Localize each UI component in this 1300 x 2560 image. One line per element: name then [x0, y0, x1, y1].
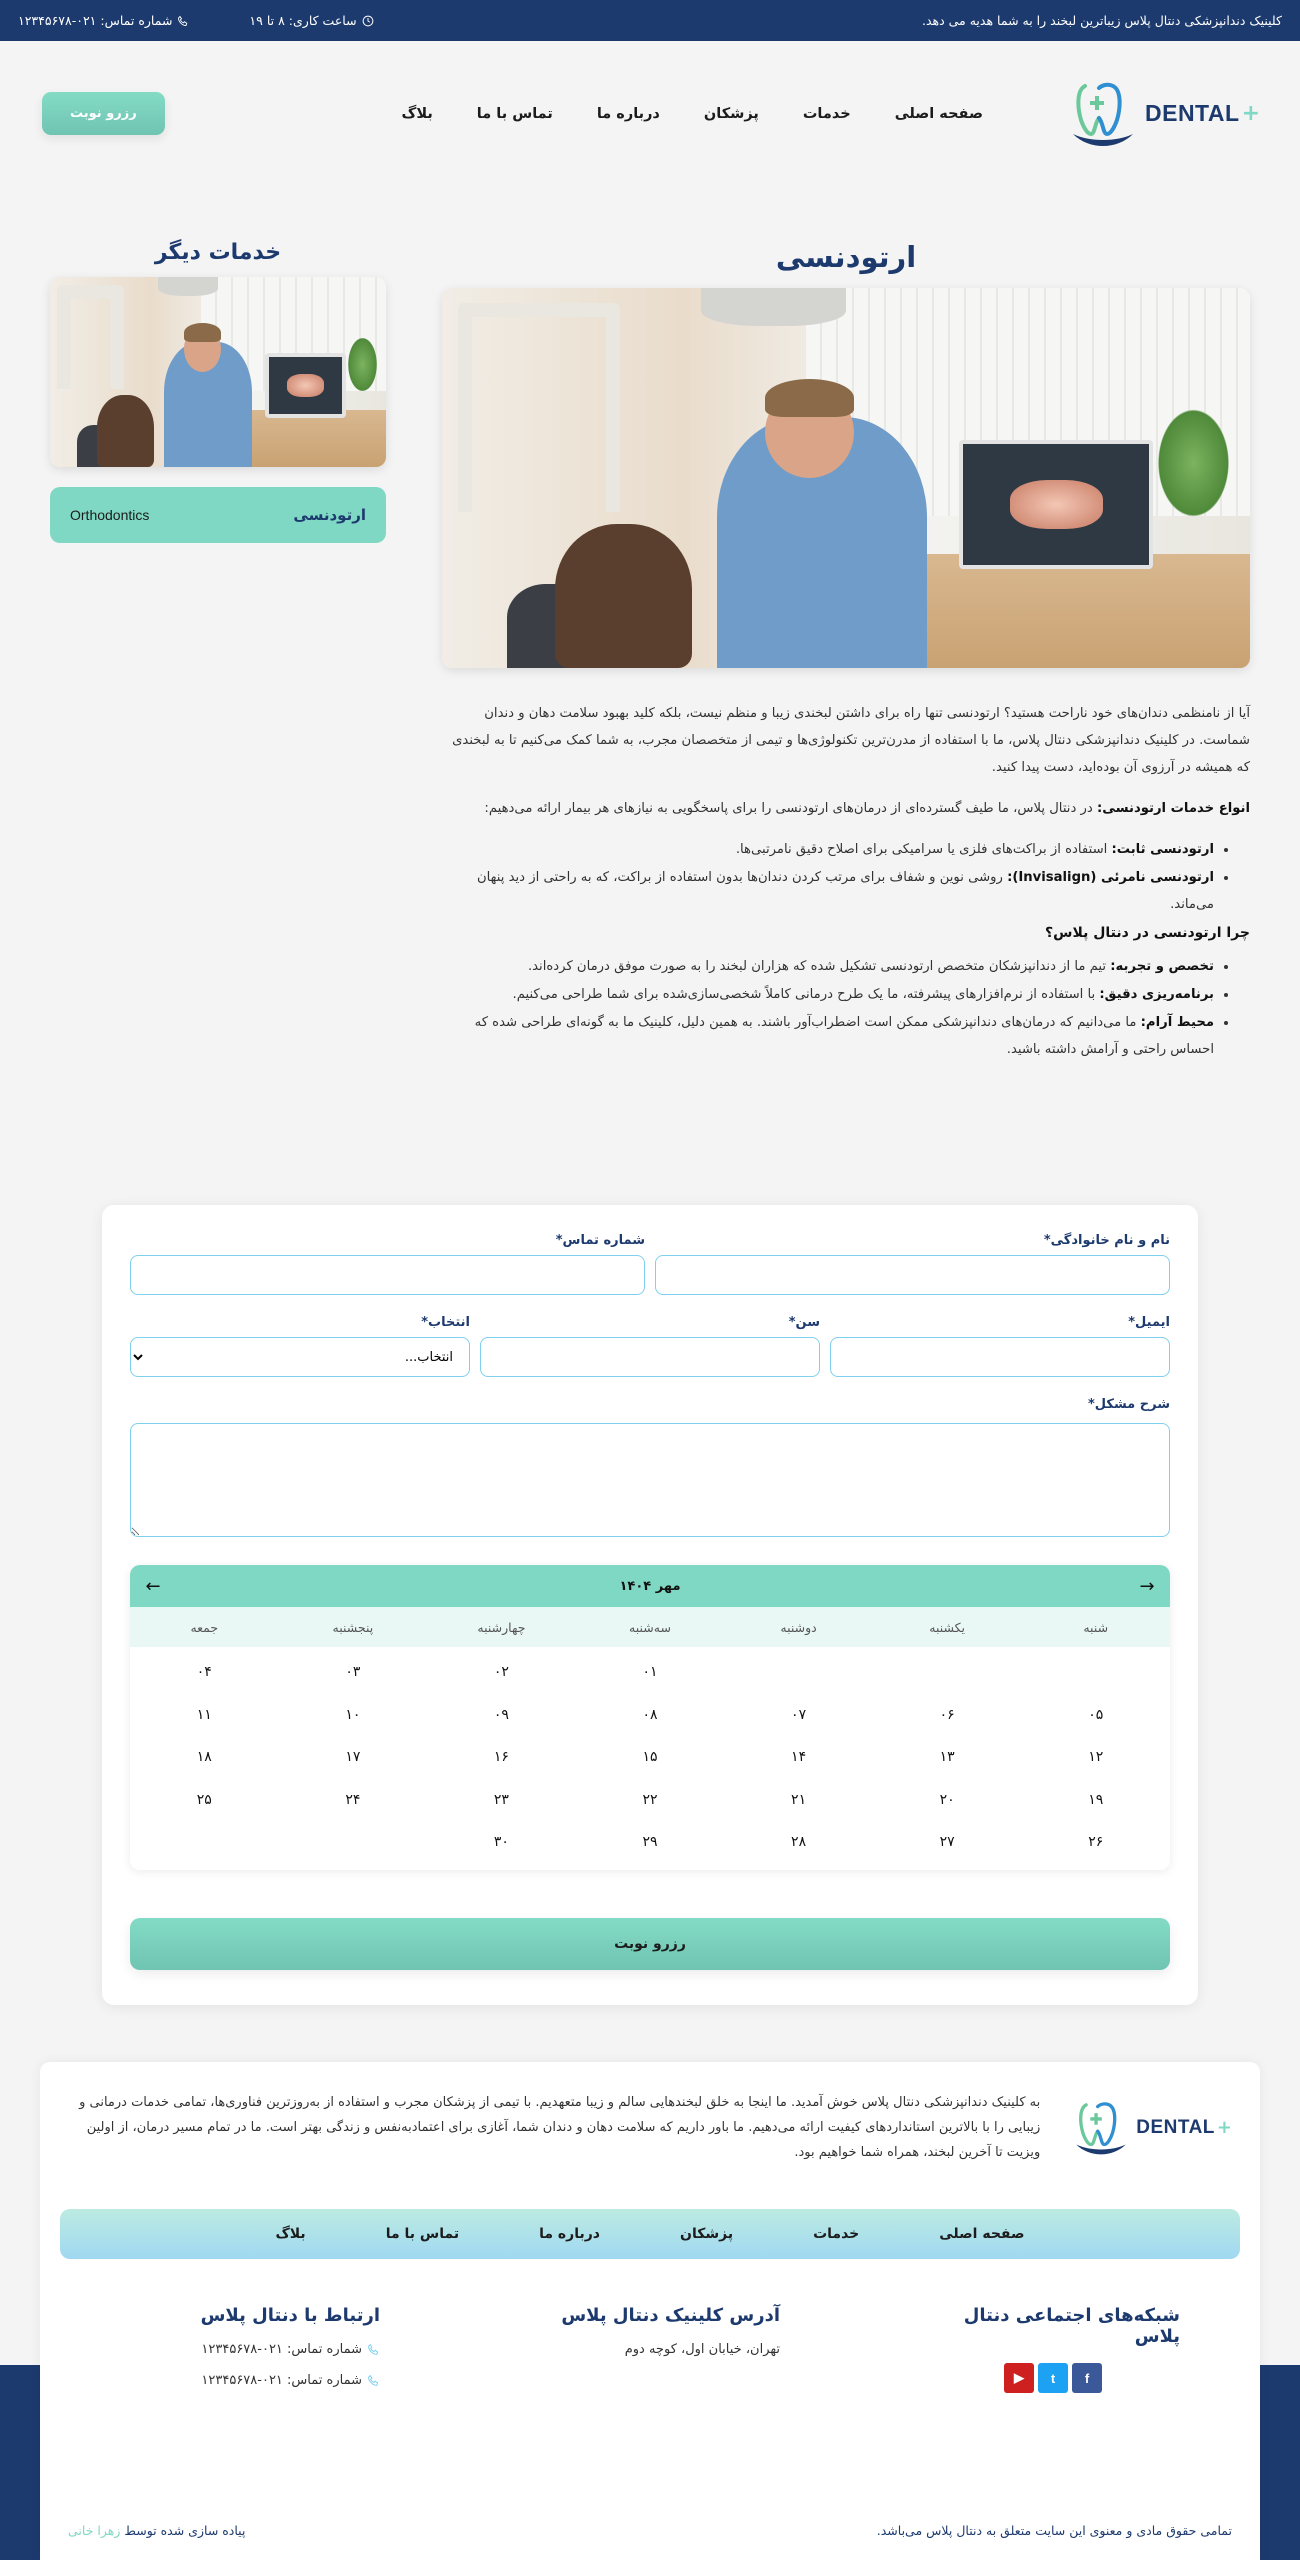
- email-input[interactable]: [830, 1337, 1170, 1377]
- calendar-day[interactable]: ۲۴: [345, 1791, 361, 1808]
- social-links: [920, 2363, 1102, 2393]
- sidebar-title: خدمات دیگر: [154, 240, 282, 265]
- youtube-icon[interactable]: ▶: [1004, 2363, 1034, 2393]
- site-header: [0, 41, 1300, 186]
- logo-word: DENTAL: [1136, 2116, 1215, 2138]
- weekday-label: جمعه: [190, 1619, 219, 1635]
- calendar-day[interactable]: ۱۷: [345, 1749, 361, 1765]
- phone-icon: [367, 2343, 380, 2356]
- calendar-empty-cell: [873, 1651, 1022, 1694]
- calendar-day[interactable]: ۰۶: [939, 1706, 955, 1723]
- nav-doctors[interactable]: پزشکان: [703, 105, 759, 122]
- list-item: • برنامه‌ریزی دقیق: با استفاده از نرم‌افزارهای پیشرفته، ما یک طرح درمانی کاملاً شخصی‌سازی‌شده برای شما طراحی می‌کنیم.: [442, 981, 1214, 1008]
- weekday-label: یکشنبه: [929, 1619, 966, 1635]
- why-heading: چرا ارتودنسی در دنتال پلاس؟: [1045, 925, 1250, 941]
- twitter-icon[interactable]: t: [1038, 2363, 1068, 2393]
- calendar-empty-cell: [130, 1821, 279, 1864]
- calendar-day[interactable]: ۲۰: [939, 1791, 955, 1808]
- footer-nav-blog[interactable]: بلاگ: [275, 2226, 306, 2242]
- logo-word: DENTAL: [1145, 100, 1240, 126]
- types-paragraph: انواع خدمات ارتودنسی: در دنتال پلاس، ما طیف گسترده‌ای از درمان‌های ارتودنسی را برای پاسخگویی به نیازهای هر بیمار ارائه می‌دهیم:: [484, 801, 1250, 816]
- calendar-day[interactable]: ۰۳: [345, 1664, 361, 1680]
- calendar-empty-cell: [279, 1821, 428, 1864]
- tooth-logo-icon: [1063, 78, 1143, 150]
- weekday-label: چهارشنبه: [477, 1619, 526, 1635]
- calendar-day[interactable]: ۰۵: [1088, 1706, 1104, 1723]
- calendar-day[interactable]: ۳۰: [493, 1834, 509, 1850]
- logo-plus: +: [1241, 101, 1260, 126]
- logo-plus: +: [1216, 2117, 1232, 2138]
- arrow-right-icon[interactable]: →: [1139, 1575, 1155, 1597]
- calendar-day[interactable]: ۲۹: [642, 1834, 658, 1850]
- footer-nav-about[interactable]: درباره ما: [539, 2226, 600, 2242]
- calendar-day[interactable]: ۰۴: [196, 1664, 212, 1680]
- address-heading: آدرس کلینیک دنتال پلاس: [561, 2305, 780, 2326]
- why-list: [442, 953, 1250, 1063]
- day-grid: [130, 1647, 1170, 1870]
- calendar-day[interactable]: ۱۲: [1088, 1749, 1104, 1765]
- service-select[interactable]: [130, 1337, 470, 1377]
- phone-icon: [177, 15, 189, 27]
- calendar-header: [130, 1565, 1170, 1607]
- main-nav: [165, 106, 983, 122]
- top-contacts: [18, 13, 374, 28]
- weekday-label: پنجشنبه: [332, 1619, 374, 1635]
- service-card-orthodontics[interactable]: [50, 487, 386, 543]
- copyright-text: تمامی حقوق مادی و معنوی این سایت متعلق به دنتال پلاس می‌باشد.: [876, 2523, 1232, 2538]
- calendar-day[interactable]: ۲۱: [791, 1791, 807, 1808]
- phone-label: شماره تماس*: [555, 1233, 645, 1248]
- top-phone[interactable]: شماره تماس: ۰۲۱-۱۲۳۴۵۶۷۸: [18, 13, 189, 28]
- footer-phone[interactable]: شماره تماس: ۰۲۱-۱۲۳۴۵۶۷۸: [120, 2373, 380, 2388]
- name-label: نام و نام خانوادگی*: [1043, 1233, 1170, 1248]
- description-label: شرح مشکل*: [1087, 1397, 1170, 1412]
- footer-about: [40, 2062, 1260, 2165]
- phone-input[interactable]: [130, 1255, 645, 1295]
- list-item: • ارتودنسی ثابت: استفاده از براکت‌های فلزی یا سرامیکی برای اصلاح دقیق نامرتبی‌ها.: [442, 836, 1214, 863]
- types-list: [442, 836, 1250, 918]
- footer-columns: [40, 2305, 1260, 2404]
- promo-text: کلینیک دندانپزشکی دنتال پلاس زیباترین لبخند را به شما هدیه می دهد.: [921, 13, 1282, 28]
- list-item: • محیط آرام: ما می‌دانیم که درمان‌های دندانپزشکی ممکن است اضطراب‌آور باشند. به همین دلیل، کلینیک ما به گونه‌ای طراحی شده که احساس راحتی و آرامش داشته باشید.: [442, 1009, 1214, 1063]
- tooth-logo-icon: [1068, 2098, 1134, 2158]
- footer-nav-home[interactable]: صفحه اصلی: [939, 2226, 1025, 2242]
- social-heading: شبکه‌های اجتماعی دنتال پلاس: [963, 2305, 1180, 2347]
- calendar-day[interactable]: ۲۶: [1088, 1834, 1104, 1850]
- arrow-left-icon[interactable]: ←: [145, 1575, 161, 1597]
- list-item: • تخصص و تجربه: تیم ما از دندانپزشکان متخصص ارتودنسی تشکیل شده که هزاران لبخند را به صورت موفق درمان کرده‌اند.: [442, 953, 1214, 980]
- appointment-form: [102, 1205, 1198, 2005]
- calendar-day[interactable]: ۲۳: [493, 1791, 509, 1808]
- working-hours: ساعت کاری: ۸ تا ۱۹: [249, 13, 373, 28]
- weekday-label: دوشنبه: [780, 1619, 817, 1635]
- service-thumbnail[interactable]: [50, 277, 386, 467]
- book-appointment-button[interactable]: رزرو نوبت: [42, 92, 165, 135]
- footer-contact-column: [120, 2305, 380, 2404]
- weekday-row: [130, 1607, 1170, 1647]
- service-card-title: ارتودنسی: [293, 506, 366, 524]
- age-label: سن*: [788, 1315, 820, 1330]
- clock-icon: [362, 15, 374, 27]
- age-input[interactable]: [480, 1337, 820, 1377]
- footer-logo[interactable]: [1068, 2098, 1232, 2158]
- footer-address-column: [520, 2305, 780, 2404]
- phone-icon: [367, 2374, 380, 2387]
- calendar-day[interactable]: ۱۴: [791, 1749, 807, 1765]
- address-text: تهران، خیابان اول، کوچه دوم: [624, 2342, 780, 2357]
- calendar-month: مهر ۱۴۰۴: [619, 1578, 681, 1594]
- nav-contact[interactable]: تماس با ما: [476, 105, 553, 122]
- calendar-empty-cell: [724, 1651, 873, 1694]
- footer-nav-services[interactable]: خدمات: [813, 2226, 860, 2242]
- service-article: [442, 240, 1250, 1065]
- submit-appointment-button[interactable]: رزرو نوبت: [130, 1918, 1170, 1970]
- calendar-day[interactable]: ۱۵: [642, 1749, 658, 1765]
- calendar-day[interactable]: ۱۱: [196, 1706, 212, 1723]
- name-input[interactable]: [655, 1255, 1170, 1295]
- other-services-sidebar: [50, 240, 386, 1065]
- calendar-day[interactable]: ۰۷: [791, 1706, 807, 1723]
- calendar-day[interactable]: ۱۳: [939, 1749, 955, 1765]
- author-link[interactable]: زهرا خانی: [68, 2523, 121, 2538]
- contact-heading: ارتباط با دنتال پلاس: [200, 2305, 380, 2326]
- date-picker: [130, 1565, 1170, 1870]
- nav-home[interactable]: صفحه اصلی: [894, 105, 983, 122]
- calendar-day[interactable]: ۱۸: [196, 1749, 212, 1765]
- footer-nav-doctors[interactable]: پزشکان: [680, 2226, 734, 2242]
- hero-image: [442, 288, 1250, 668]
- calendar-day[interactable]: ۰۲: [493, 1664, 509, 1680]
- email-label: ایمیل*: [1128, 1315, 1170, 1330]
- credit-text: پیاده سازی شده توسط زهرا خانی: [68, 2523, 246, 2538]
- logo[interactable]: [1063, 78, 1260, 150]
- calendar-day[interactable]: ۰۸: [642, 1706, 658, 1723]
- main-content: [0, 240, 1300, 1065]
- select-label: انتخاب*: [421, 1315, 470, 1330]
- footer-social-column: [920, 2305, 1180, 2404]
- calendar-empty-cell: [1021, 1651, 1170, 1694]
- footer-about-text: به کلینیک دندانپزشکی دنتال پلاس خوش آمدید. ما اینجا به خلق لبخندهایی سالم و زیبا متعهدیم. با تیمی از پزشکان مجرب و استفاده از به‌روزترین فناوری‌ها، تمامی خدمات درمانی و زیبایی را با بالاترین استانداردهای کیفیت ارائه می‌دهیم. ما باور داریم که سلامت دهان و دندان شما، آغازی برای اعتمادبه‌نفس و زندگی بهتر است. ما در تمام مسیر درمان، از اولین ویزیت تا آخرین لبخند، همراه شما خواهیم بود.: [79, 2095, 1041, 2160]
- calendar-day[interactable]: ۲۵: [196, 1791, 212, 1808]
- description-textarea[interactable]: [130, 1423, 1170, 1537]
- calendar-day[interactable]: ۰۹: [493, 1706, 509, 1723]
- nav-blog[interactable]: بلاگ: [401, 105, 433, 122]
- calendar-day[interactable]: ۰۱: [642, 1664, 658, 1680]
- footer-nav-contact[interactable]: تماس با ما: [385, 2226, 460, 2242]
- calendar-day[interactable]: ۱۹: [1088, 1791, 1104, 1808]
- calendar-day[interactable]: ۱۰: [345, 1706, 361, 1723]
- calendar-day[interactable]: ۱۶: [493, 1749, 509, 1765]
- calendar-day[interactable]: ۲۷: [939, 1834, 955, 1850]
- page-title: ارتودنسی: [775, 240, 917, 274]
- nav-services[interactable]: خدمات: [802, 105, 851, 122]
- nav-about[interactable]: درباره ما: [596, 105, 660, 122]
- site-footer: [40, 2062, 1260, 2560]
- service-card-subtitle: Orthodontics: [70, 507, 150, 523]
- weekday-label: سه‌شنبه: [629, 1619, 671, 1635]
- weekday-label: شنبه: [1083, 1619, 1109, 1635]
- article-body: [442, 700, 1250, 1063]
- top-bar: [0, 0, 1300, 41]
- footer-nav: [60, 2209, 1240, 2259]
- calendar-day[interactable]: ۲۸: [791, 1834, 807, 1850]
- facebook-icon[interactable]: f: [1072, 2363, 1102, 2393]
- intro-paragraph: آیا از نامنظمی دندان‌های خود ناراحت هستید؟ ارتودنسی تنها راه برای داشتن لبخندی زیبا و منظم نیست، بلکه کلید بهبود سلامت دهان و دندان شماست. در کلینیک دندانپزشکی دنتال پلاس، ما با استفاده از مدرن‌ترین تکنولوژی‌ها و تیمی از متخصصان مجرب، به شما کمک می‌کنیم تا به لبخندی که همیشه در آرزوی آن بوده‌اید، دست پیدا کنید.: [452, 706, 1250, 775]
- calendar-day[interactable]: ۲۲: [642, 1791, 658, 1808]
- list-item: • ارتودنسی نامرئی (Invisalign): روشی نوین و شفاف برای مرتب کردن دندان‌ها بدون استفاده از براکت، که به راحتی از دید پنهان می‌ماند.: [442, 864, 1214, 918]
- footer-phone[interactable]: شماره تماس: ۰۲۱-۱۲۳۴۵۶۷۸: [120, 2342, 380, 2357]
- footer-bottom: [68, 2523, 1232, 2538]
